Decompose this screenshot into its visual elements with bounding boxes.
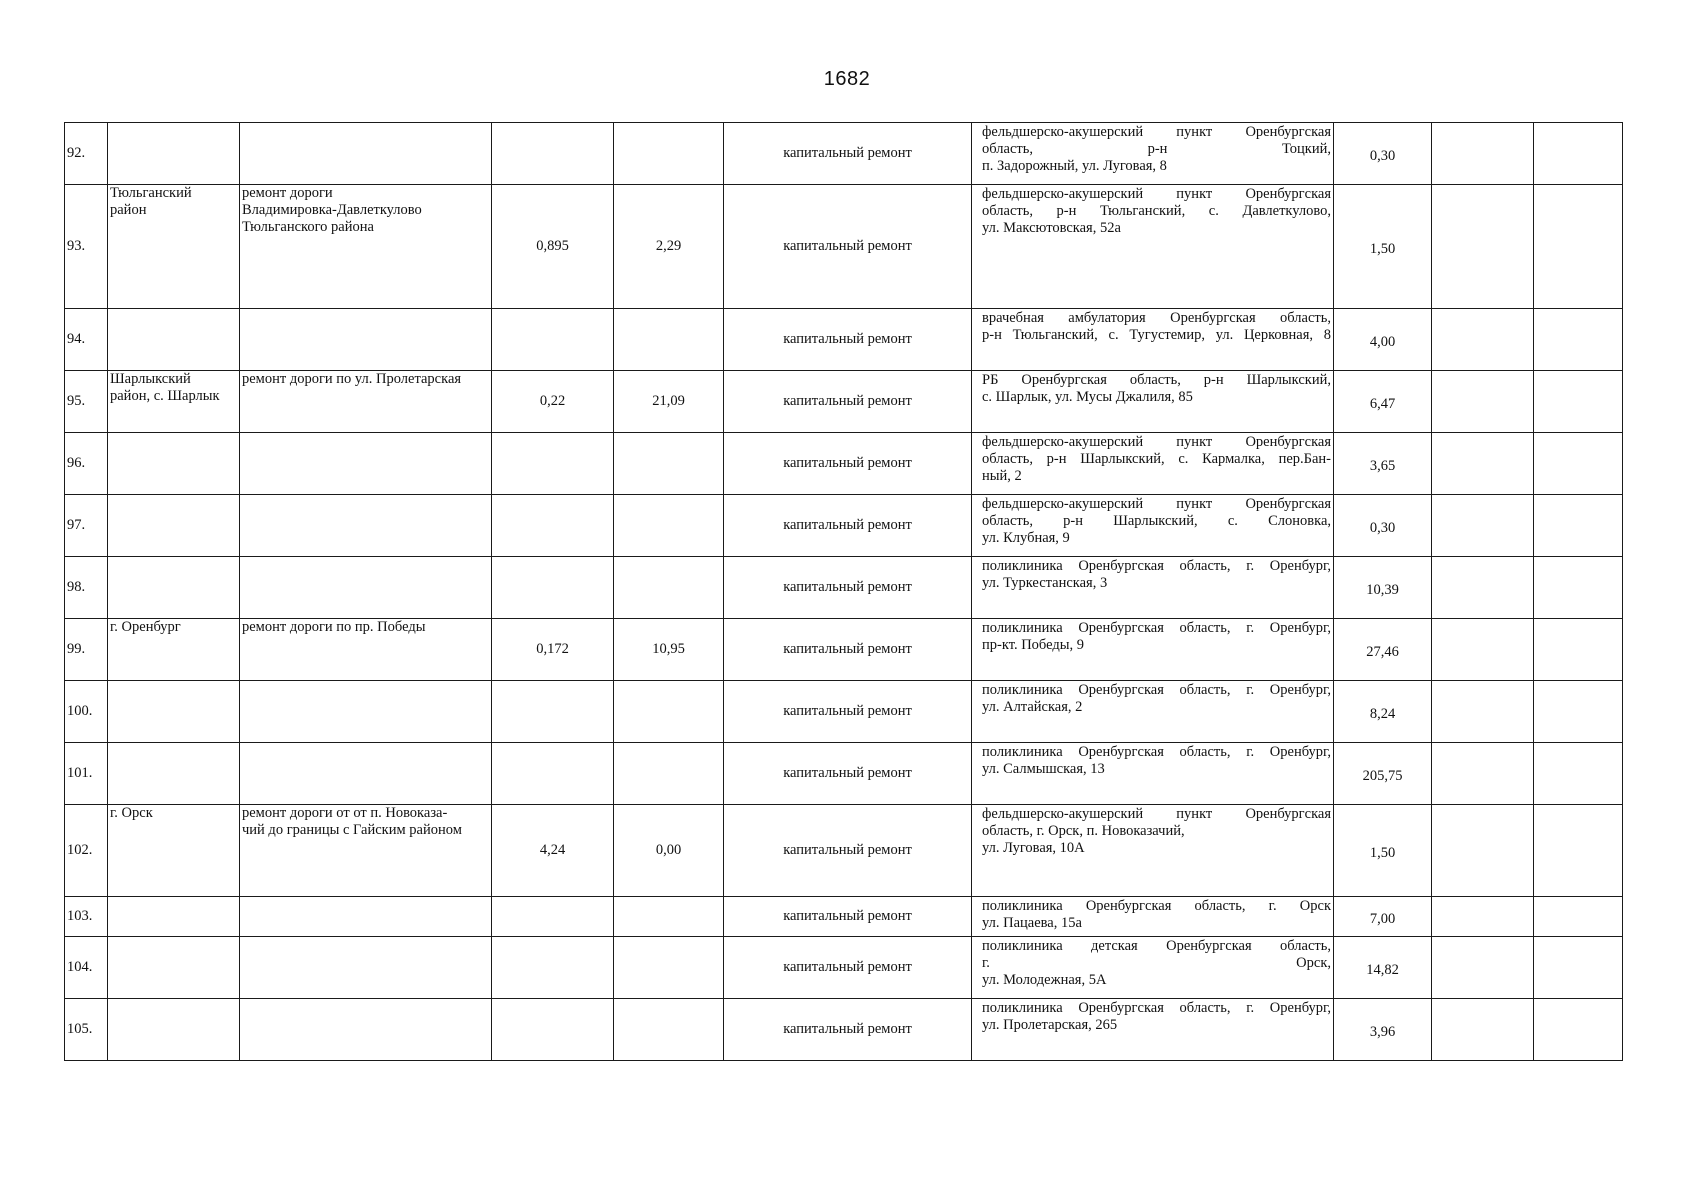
facility-line: ул. Пролетарская, 265 — [982, 1016, 1118, 1033]
district-cell — [108, 433, 240, 495]
row-number: 96. — [67, 455, 86, 472]
amount-value: 10,39 — [1366, 582, 1399, 599]
repair-type: капитальный ремонт — [783, 331, 912, 348]
row-number-cell — [65, 371, 108, 433]
amount-value: 6,47 — [1369, 396, 1396, 413]
repair-type-cell — [724, 619, 972, 681]
cost-cell — [614, 309, 724, 371]
district-cell — [108, 743, 240, 805]
district-cell — [108, 123, 240, 185]
row-number: 93. — [67, 238, 86, 255]
repair-type: капитальный ремонт — [783, 959, 912, 976]
length-cell — [492, 619, 614, 681]
length-cell — [492, 557, 614, 619]
facility-line: область, р-н Тюльганский, с. Давлеткулово, — [982, 202, 1331, 219]
cost-value: 2,29 — [655, 238, 682, 255]
road-work-text: Тюльганского района — [242, 218, 374, 235]
length-cell — [492, 681, 614, 743]
row-number-cell — [65, 123, 108, 185]
cost-value: 0,00 — [655, 842, 682, 859]
road-work-cell — [240, 681, 492, 743]
facility-cell — [972, 495, 1334, 557]
cost-cell — [614, 433, 724, 495]
amount-cell — [1334, 309, 1432, 371]
district-text: район, с. Шарлык — [110, 387, 220, 404]
cost-cell — [614, 937, 724, 999]
facility-cell — [972, 743, 1334, 805]
length-cell — [492, 937, 614, 999]
cost-cell — [614, 371, 724, 433]
amount-value: 8,24 — [1369, 706, 1396, 723]
district-cell — [108, 681, 240, 743]
facility-line: врачебная амбулатория Оренбургская область, — [982, 310, 1331, 326]
row-number-cell — [65, 309, 108, 371]
facility-cell — [972, 681, 1334, 743]
empty-cell — [1432, 433, 1534, 495]
repair-type-cell — [724, 185, 972, 309]
row-number: 100. — [67, 703, 93, 720]
facility-cell — [972, 999, 1334, 1061]
repair-type-cell — [724, 681, 972, 743]
cost-cell — [614, 619, 724, 681]
empty-cell — [1432, 495, 1534, 557]
row-number: 94. — [67, 331, 86, 348]
facility-line: р-н Тюльганский, с. Тугустемир, ул. Церковная, 8 — [982, 326, 1331, 343]
empty-cell — [1534, 309, 1623, 371]
road-work-text: ремонт дороги — [242, 185, 333, 201]
length-cell — [492, 371, 614, 433]
facility-line: фельдшерско-акушерский пункт Оренбургская — [982, 186, 1331, 202]
facility-line: ный, 2 — [982, 467, 1022, 484]
table-body — [65, 123, 1623, 1061]
table-row — [65, 123, 1623, 185]
facility-line: фельдшерско-акушерский пункт Оренбургская — [982, 496, 1331, 512]
table-row — [65, 619, 1623, 681]
repair-type-cell — [724, 495, 972, 557]
length-cell — [492, 999, 614, 1061]
facility-line: фельдшерско-акушерский пункт Оренбургская — [982, 434, 1331, 450]
district-cell — [108, 805, 240, 897]
repair-type-cell — [724, 897, 972, 937]
repair-type: капитальный ремонт — [783, 238, 912, 255]
facility-line: область, р-н Тоцкий, — [982, 140, 1331, 157]
district-cell — [108, 185, 240, 309]
empty-cell — [1432, 371, 1534, 433]
empty-cell — [1534, 897, 1623, 937]
length-value: 0,172 — [536, 641, 569, 658]
facility-line: ул. Максютовская, 52а — [982, 219, 1121, 236]
empty-cell — [1534, 495, 1623, 557]
facility-line: область, р-н Шарлыкский, с. Кармалка, пер.Бан- — [982, 450, 1331, 467]
length-cell — [492, 743, 614, 805]
row-number: 98. — [67, 579, 86, 596]
length-cell — [492, 309, 614, 371]
facility-line: ул. Салмышская, 13 — [982, 760, 1105, 777]
repair-type: капитальный ремонт — [783, 393, 912, 410]
row-number-cell — [65, 557, 108, 619]
district-cell — [108, 309, 240, 371]
row-number-cell — [65, 185, 108, 309]
cost-cell — [614, 743, 724, 805]
amount-cell — [1334, 743, 1432, 805]
row-number-cell — [65, 619, 108, 681]
table-row — [65, 371, 1623, 433]
facility-line: поликлиника Оренбургская область, г. Оренбург, — [982, 682, 1331, 698]
length-cell — [492, 185, 614, 309]
repair-type-cell — [724, 557, 972, 619]
row-number: 104. — [67, 959, 93, 976]
cost-cell — [614, 123, 724, 185]
row-number-cell — [65, 681, 108, 743]
empty-cell — [1432, 805, 1534, 897]
amount-value: 1,50 — [1369, 845, 1396, 862]
row-number-cell — [65, 495, 108, 557]
repair-type: капитальный ремонт — [783, 517, 912, 534]
empty-cell — [1534, 999, 1623, 1061]
row-number-cell — [65, 805, 108, 897]
cost-cell — [614, 805, 724, 897]
repair-type-cell — [724, 743, 972, 805]
amount-value: 1,50 — [1369, 241, 1396, 258]
facility-cell — [972, 123, 1334, 185]
amount-cell — [1334, 897, 1432, 937]
table-row — [65, 309, 1623, 371]
empty-cell — [1432, 619, 1534, 681]
repair-type: капитальный ремонт — [783, 641, 912, 658]
road-work-text: Владимировка-Давлеткулово — [242, 201, 422, 218]
repair-type: капитальный ремонт — [783, 842, 912, 859]
table-row — [65, 681, 1623, 743]
empty-cell — [1534, 433, 1623, 495]
facility-line: ул. Молодежная, 5А — [982, 971, 1107, 988]
road-work-text: ремонт дороги по ул. Пролетарская — [242, 371, 462, 387]
empty-cell — [1432, 309, 1534, 371]
facility-line: фельдшерско-акушерский пункт Оренбургская — [982, 806, 1331, 822]
amount-cell — [1334, 999, 1432, 1061]
table-row — [65, 743, 1623, 805]
empty-cell — [1432, 999, 1534, 1061]
table-row — [65, 937, 1623, 999]
district-cell — [108, 897, 240, 937]
facility-line: поликлиника Оренбургская область, г. Оренбург, — [982, 620, 1331, 636]
facility-line: поликлиника детская Оренбургская область, — [982, 938, 1331, 954]
empty-cell — [1432, 557, 1534, 619]
row-number: 102. — [67, 842, 93, 859]
cost-value: 21,09 — [652, 393, 685, 410]
repair-type: капитальный ремонт — [783, 579, 912, 596]
length-value: 4,24 — [539, 842, 566, 859]
road-work-cell — [240, 999, 492, 1061]
length-value: 0,22 — [539, 393, 566, 410]
row-number-cell — [65, 999, 108, 1061]
facility-line: г. Орск, — [982, 954, 1331, 971]
road-work-cell — [240, 743, 492, 805]
amount-cell — [1334, 557, 1432, 619]
amount-cell — [1334, 805, 1432, 897]
district-cell — [108, 937, 240, 999]
length-cell — [492, 805, 614, 897]
facility-cell — [972, 937, 1334, 999]
empty-cell — [1534, 937, 1623, 999]
road-work-cell — [240, 619, 492, 681]
district-text: район — [110, 201, 147, 218]
district-text: Тюльганский — [110, 185, 192, 201]
road-work-cell — [240, 495, 492, 557]
facility-line: поликлиника Оренбургская область, г. Оренбург, — [982, 1000, 1331, 1016]
cost-cell — [614, 897, 724, 937]
empty-cell — [1534, 371, 1623, 433]
page-number: 1682 — [823, 68, 871, 90]
empty-cell — [1432, 743, 1534, 805]
road-work-text: чий до границы с Гайским районом — [242, 821, 462, 838]
road-work-cell — [240, 371, 492, 433]
road-work-text: ремонт дороги от от п. Новоказа- — [242, 805, 448, 821]
amount-value: 4,00 — [1369, 334, 1396, 351]
amount-cell — [1334, 495, 1432, 557]
repair-type-cell — [724, 123, 972, 185]
district-text: Шарлыкский — [110, 371, 191, 387]
empty-cell — [1432, 897, 1534, 937]
row-number: 95. — [67, 393, 86, 410]
document-table — [64, 122, 1623, 1061]
empty-cell — [1534, 743, 1623, 805]
amount-value: 205,75 — [1362, 768, 1403, 785]
road-work-cell — [240, 805, 492, 897]
empty-cell — [1534, 185, 1623, 309]
amount-cell — [1334, 123, 1432, 185]
facility-line: ул. Туркестанская, 3 — [982, 574, 1108, 591]
amount-value: 14,82 — [1366, 962, 1399, 979]
repair-type-cell — [724, 371, 972, 433]
table-row — [65, 185, 1623, 309]
repair-type: капитальный ремонт — [783, 1021, 912, 1038]
amount-value: 0,30 — [1369, 148, 1396, 165]
amount-cell — [1334, 937, 1432, 999]
empty-cell — [1432, 937, 1534, 999]
facility-line: с. Шарлык, ул. Мусы Джалиля, 85 — [982, 388, 1193, 405]
row-number-cell — [65, 897, 108, 937]
amount-cell — [1334, 681, 1432, 743]
district-cell — [108, 619, 240, 681]
facility-cell — [972, 185, 1334, 309]
facility-line: фельдшерско-акушерский пункт Оренбургская — [982, 124, 1331, 140]
facility-line: поликлиника Оренбургская область, г. Оренбург, — [982, 558, 1331, 574]
cost-value: 10,95 — [652, 641, 685, 658]
facility-line: поликлиника Оренбургская область, г. Оренбург, — [982, 744, 1331, 760]
empty-cell — [1534, 557, 1623, 619]
facility-line: пр-кт. Победы, 9 — [982, 636, 1084, 653]
cost-cell — [614, 185, 724, 309]
road-work-cell — [240, 557, 492, 619]
repair-type-cell — [724, 937, 972, 999]
table-row — [65, 557, 1623, 619]
facility-line: РБ Оренбургская область, р-н Шарлыкский, — [982, 372, 1331, 388]
row-number: 101. — [67, 765, 93, 782]
cost-cell — [614, 495, 724, 557]
facility-cell — [972, 433, 1334, 495]
amount-value: 3,65 — [1369, 458, 1396, 475]
cost-cell — [614, 999, 724, 1061]
row-number-cell — [65, 937, 108, 999]
district-cell — [108, 371, 240, 433]
road-work-cell — [240, 897, 492, 937]
repair-type: капитальный ремонт — [783, 703, 912, 720]
row-number: 105. — [67, 1021, 93, 1038]
row-number: 99. — [67, 641, 86, 658]
facility-line: область, г. Орск, п. Новоказачий, — [982, 822, 1185, 839]
row-number: 97. — [67, 517, 86, 534]
facility-line: ул. Алтайская, 2 — [982, 698, 1083, 715]
facility-line: ул. Клубная, 9 — [982, 529, 1070, 546]
row-number-cell — [65, 433, 108, 495]
repair-type-cell — [724, 309, 972, 371]
facility-cell — [972, 309, 1334, 371]
cost-cell — [614, 557, 724, 619]
row-number: 103. — [67, 908, 93, 925]
repair-type: капитальный ремонт — [783, 455, 912, 472]
cost-cell — [614, 681, 724, 743]
facility-line: п. Задорожный, ул. Луговая, 8 — [982, 157, 1167, 174]
repair-type-cell — [724, 433, 972, 495]
amount-cell — [1334, 371, 1432, 433]
road-work-cell — [240, 309, 492, 371]
district-text: г. Оренбург — [110, 619, 181, 635]
empty-cell — [1534, 123, 1623, 185]
facility-line: поликлиника Оренбургская область, г. Орск — [982, 898, 1331, 914]
repair-type: капитальный ремонт — [783, 908, 912, 925]
table-row — [65, 805, 1623, 897]
facility-line: область, р-н Шарлыкский, с. Слоновка, — [982, 512, 1331, 529]
empty-cell — [1432, 185, 1534, 309]
facility-cell — [972, 897, 1334, 937]
road-work-text: ремонт дороги по пр. Победы — [242, 619, 426, 635]
empty-cell — [1432, 123, 1534, 185]
district-cell — [108, 557, 240, 619]
empty-cell — [1534, 681, 1623, 743]
road-work-cell — [240, 433, 492, 495]
road-work-cell — [240, 185, 492, 309]
amount-cell — [1334, 185, 1432, 309]
district-text: г. Орск — [110, 805, 153, 821]
repair-type: капитальный ремонт — [783, 145, 912, 162]
facility-line: ул. Пацаева, 15а — [982, 914, 1082, 931]
district-cell — [108, 495, 240, 557]
empty-cell — [1432, 681, 1534, 743]
row-number: 92. — [67, 145, 86, 162]
road-work-cell — [240, 123, 492, 185]
table-row — [65, 999, 1623, 1061]
amount-value: 27,46 — [1366, 644, 1399, 661]
repair-type-cell — [724, 805, 972, 897]
empty-cell — [1534, 619, 1623, 681]
repair-type-cell — [724, 999, 972, 1061]
length-cell — [492, 495, 614, 557]
length-value: 0,895 — [536, 238, 569, 255]
amount-cell — [1334, 433, 1432, 495]
table-row — [65, 897, 1623, 937]
facility-cell — [972, 805, 1334, 897]
amount-cell — [1334, 619, 1432, 681]
amount-value: 3,96 — [1369, 1024, 1396, 1041]
length-cell — [492, 123, 614, 185]
repair-type: капитальный ремонт — [783, 765, 912, 782]
facility-cell — [972, 371, 1334, 433]
facility-cell — [972, 557, 1334, 619]
facility-line: ул. Луговая, 10А — [982, 839, 1085, 856]
length-cell — [492, 433, 614, 495]
table-row — [65, 495, 1623, 557]
row-number-cell — [65, 743, 108, 805]
length-cell — [492, 897, 614, 937]
empty-cell — [1534, 805, 1623, 897]
table-row — [65, 433, 1623, 495]
facility-cell — [972, 619, 1334, 681]
amount-value: 7,00 — [1369, 911, 1396, 928]
road-work-cell — [240, 937, 492, 999]
district-cell — [108, 999, 240, 1061]
amount-value: 0,30 — [1369, 520, 1396, 537]
